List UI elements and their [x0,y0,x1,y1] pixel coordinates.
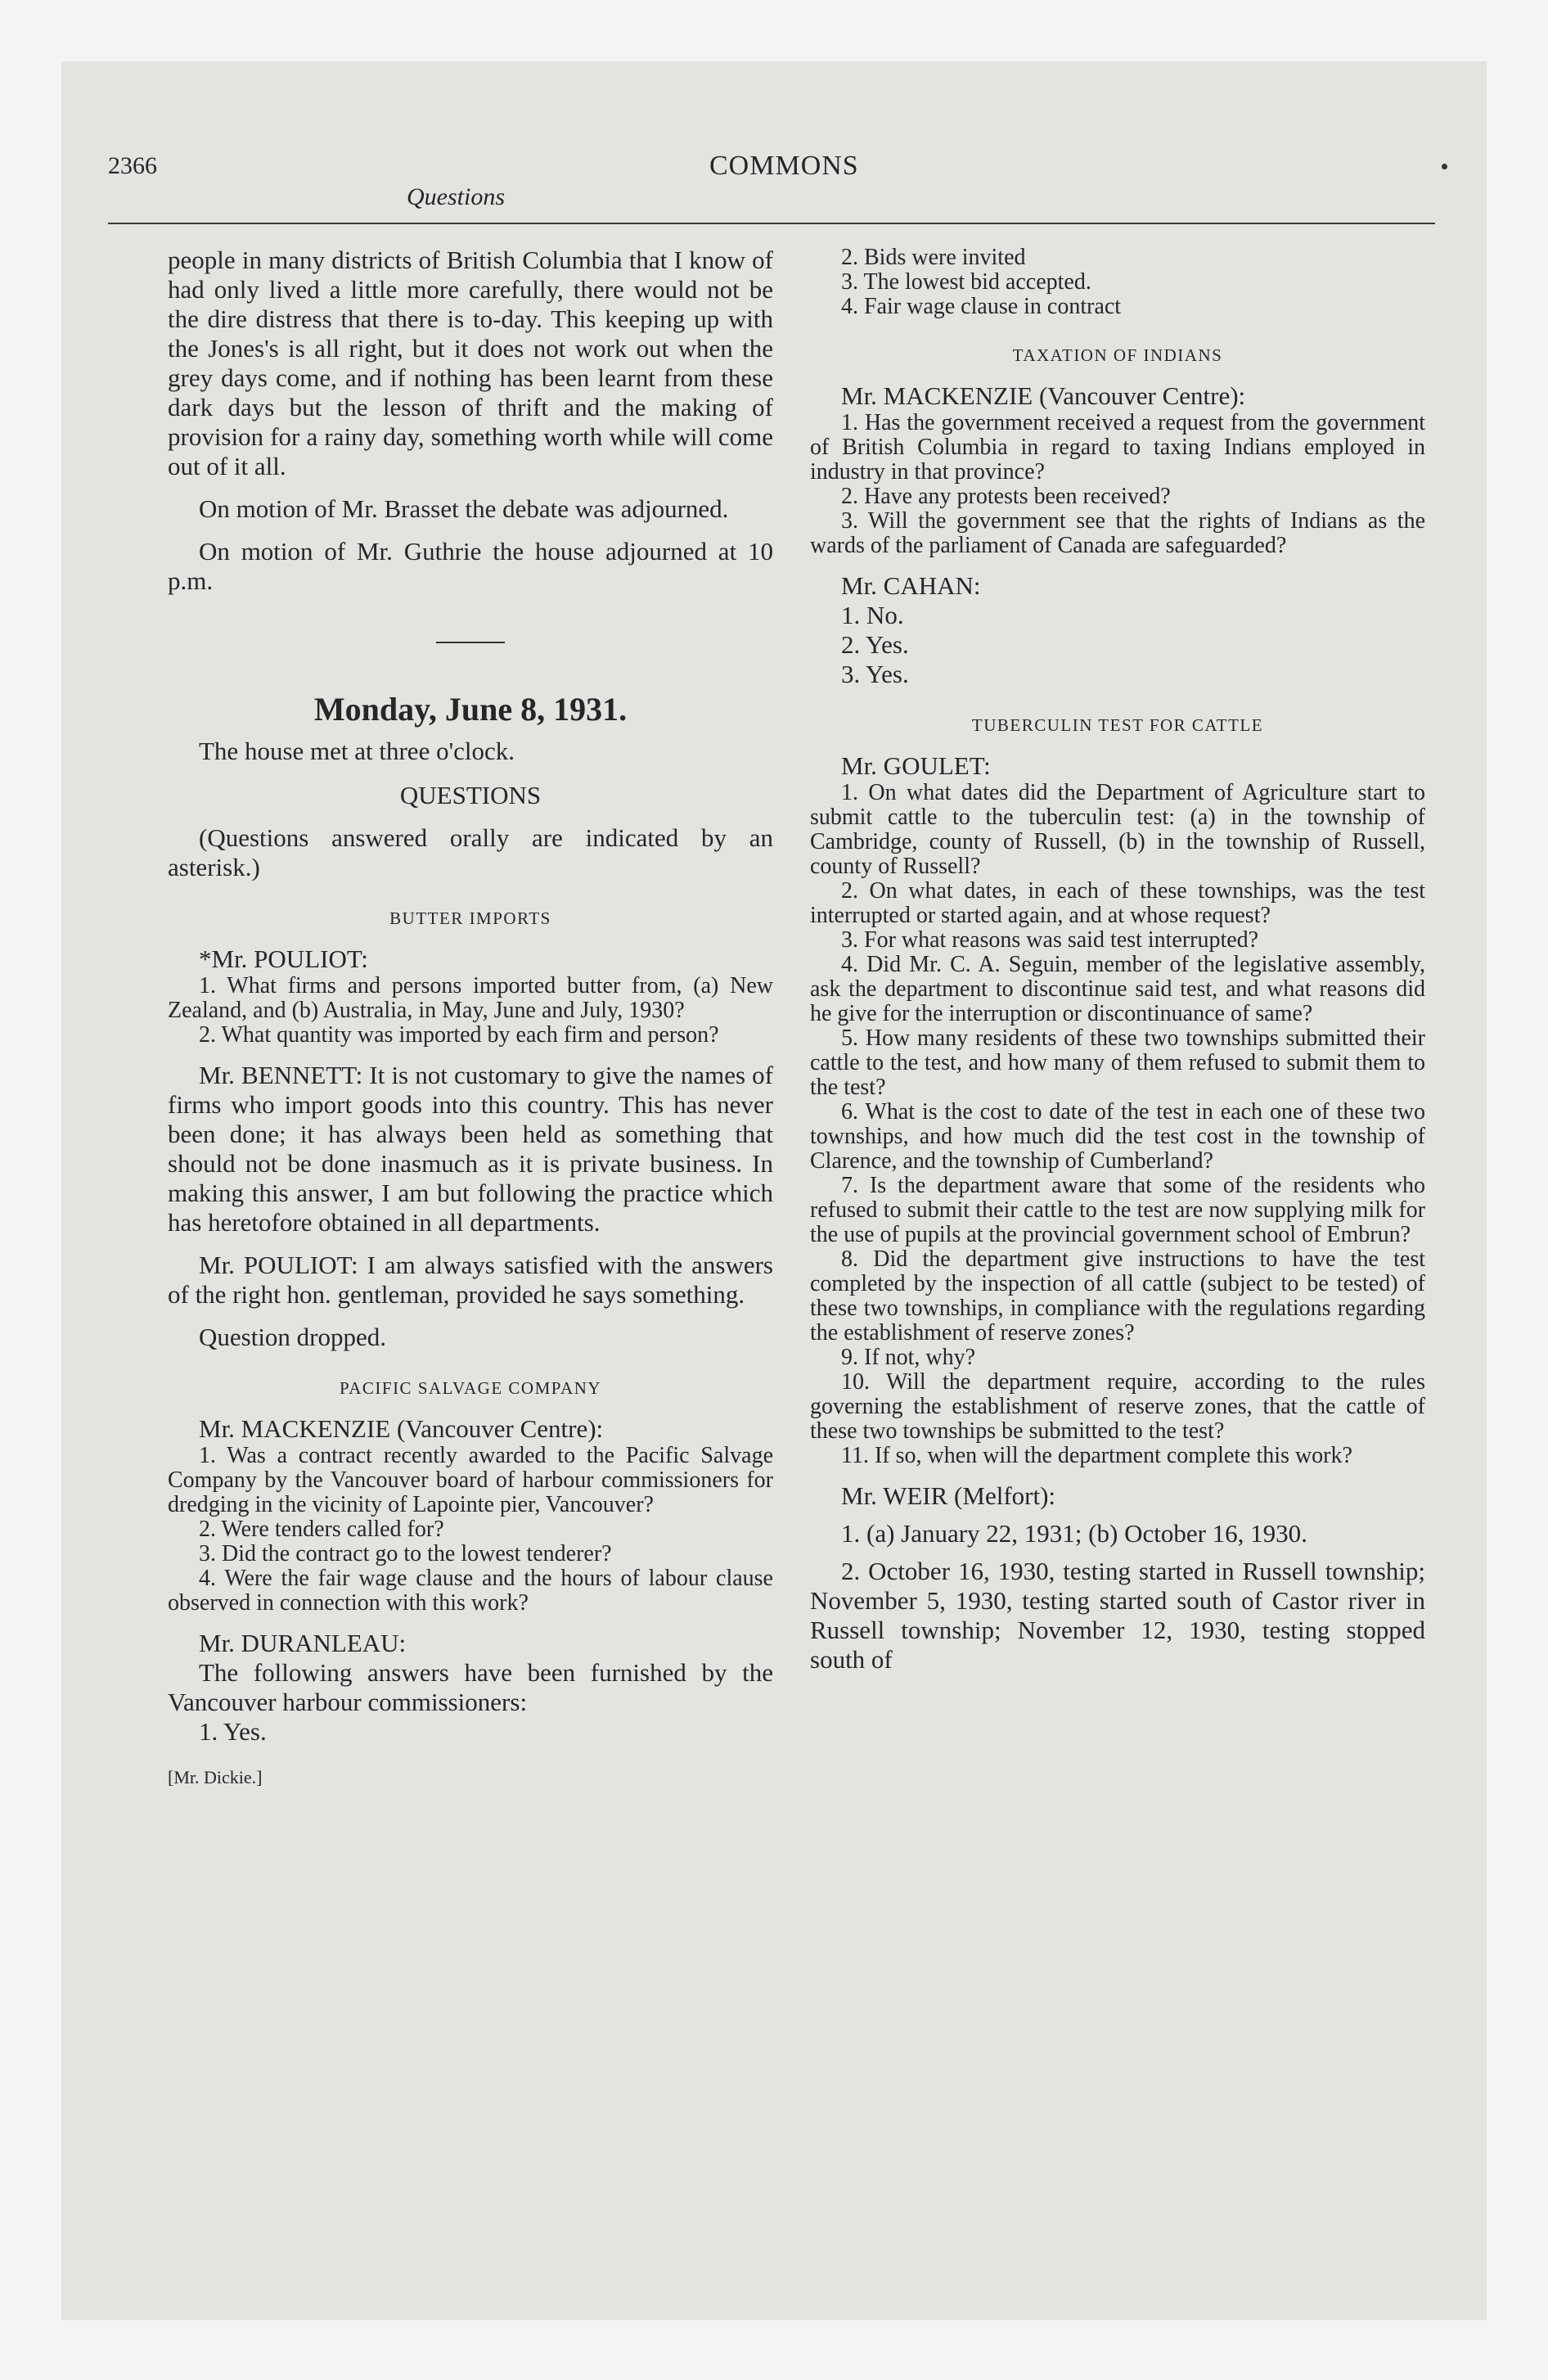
pacific-a2: 2. Bids were invited [841,245,1026,270]
bennett-answer: Mr. BENNETT: It is not customary to give the names of firms who import goods into this country. This has never been done; it has always been held as something that should not be done inasmuch as it is private business. In making this answer, I am but following the practice which has heretofore obtained in all departments. [168,1061,773,1237]
indians-asker: Mr. MACKENZIE (Vancouver Centre): [841,381,1246,410]
pacific-salvage-heading: PACIFIC SALVAGE COMPANY [339,1378,602,1398]
section-title: Questions [407,183,505,210]
tb-question: 1. On what dates did the Department of Agriculture start to submit cattle to the tuberculin test: (a) in the township of Cambridge, county of Russell, (b) in the township of Russell, county of Russell? [810,780,1425,879]
date-heading: Monday, June 8, 1931. [313,691,628,728]
page-header [108,146,1435,224]
tb-asker: Mr. GOULET: [841,751,991,780]
tb-questions [810,781,1425,1468]
tb-question: 11. If so, when will the department complete this work? [841,1443,1352,1468]
indians-questions [810,411,1425,558]
header-rule [108,223,1435,224]
tb-a2: 2. October 16, 1930, testing started in Russell township; November 5, 1930, testing started south of Castor river in Russell township; November 12, 1930, testing stopped south of [810,1557,1425,1674]
tb-question: 10. Will the department require, according to the rules governing the establishment of reserve zones, that the cattle of these two townships be submitted to the test? [810,1369,1425,1444]
pacific-a3: 3. The lowest bid accepted. [841,269,1091,295]
indians-a1: 1. No. [841,601,904,629]
tb-question: 8. Did the department give instructions to have the test completed by the inspection of all cattle (subject to be tested) of these two townships, in compliance with the regulations regarding the establishment of reserve zones? [810,1246,1425,1346]
indians-a3: 3. Yes. [841,660,909,688]
opening-paragraph: people in many districts of British Columbia that I know of had only lived a little more carefully, there would not be the dire distress that there is to-day. This keeping up with the Jones's is all right, but it does not work out when the grey days come, and if nothing has been learnt from these dark days but the lesson of thrift and the making of provision for a rainy day, something worth while will come out of it all. [168,246,773,480]
house-met: The house met at three o'clock. [199,737,515,765]
running-title: COMMONS [709,151,859,181]
butter-q1: 1. What firms and persons imported butter from, (a) New Zealand, and (b) Australia, in May, June and July, 1930? [168,973,773,1023]
indians-a2: 2. Yes. [841,630,909,659]
indians-q3: 3. Will the government see that the rights of Indians as the wards of the parliament of Canada are safeguarded? [810,508,1425,558]
pacific-questions [168,1444,773,1616]
butter-imports-heading: BUTTER IMPORTS [389,908,551,928]
tb-question: 3. For what reasons was said test interrupted? [841,927,1259,953]
pacific-answers-continued [810,246,1425,319]
tb-answerer: Mr. WEIR (Melfort): [841,1481,1056,1510]
margin-dot [1442,164,1447,169]
section-separator [436,642,505,643]
pacific-a1: 1. Yes. [199,1717,267,1746]
motion-adjourn-debate: On motion of Mr. Brasset the debate was adjourned. [199,494,729,523]
butter-asker: *Mr. POULIOT: [199,944,368,973]
butter-q2: 2. What quantity was imported by each firm and person? [199,1022,719,1048]
pacific-q3: 3. Did the contract go to the lowest tenderer? [199,1541,612,1566]
tuberculin-heading: TUBERCULIN TEST FOR CATTLE [971,715,1264,735]
pacific-q4: 4. Were the fair wage clause and the hours of labour clause observed in connection with this work? [168,1566,773,1616]
right-column [810,246,1425,1675]
tb-question: 4. Did Mr. C. A. Seguin, member of the legislative assembly, ask the department to discontinue said test, and what reasons did he give for the interruption or discontinuance of same? [810,952,1425,1026]
page-number: 2366 [108,152,157,179]
left-column [168,246,773,1792]
indians-answerer: Mr. CAHAN: [841,571,981,600]
indians-q2: 2. Have any protests been received? [841,484,1171,509]
pacific-answer-intro: The following answers have been furnished by the Vancouver harbour commissioners: [168,1658,773,1716]
indians-q1: 1. Has the government received a request from the government of British Columbia in regard to taxing Indians employed in industry in that province? [810,410,1425,485]
tb-question: 2. On what dates, in each of these townships, was the test interrupted or started again, and at whose request? [810,878,1425,928]
motion-adjourn-house: On motion of Mr. Guthrie the house adjourned at 10 p.m. [168,537,773,595]
pacific-asker: Mr. MACKENZIE (Vancouver Centre): [199,1414,604,1443]
taxation-indians-heading: TAXATION OF INDIANS [1012,345,1223,365]
questions-note: (Questions answered orally are indicated by an asterisk.) [168,823,773,881]
tb-question: 7. Is the department aware that some of the residents who refused to submit their cattle to the test are now supplying milk for the use of pupils at the provincial government school of Embrun? [810,1173,1425,1247]
butter-questions [168,974,773,1048]
pacific-q1: 1. Was a contract recently awarded to the Pacific Salvage Company by the Vancouver board of harbour commissioners for dredging in the vicinity of Lapointe pier, Vancouver? [168,1443,773,1517]
pacific-a4: 4. Fair wage clause in contract [841,294,1122,319]
tb-question: 5. How many residents of these two townships submitted their cattle to the test, and how many of them refused to submit them to the test? [810,1025,1425,1100]
pacific-answerer: Mr. DURANLEAU: [199,1629,407,1657]
tb-question: 9. If not, why? [841,1345,976,1370]
question-dropped: Question dropped. [199,1323,387,1351]
speaker-footer-ref: [Mr. Dickie.] [168,1767,263,1787]
tb-question: 6. What is the cost to date of the test in each one of these two townships, and how much did the test cost in the township of Clarence, and the township of Cumberland? [810,1099,1425,1174]
pacific-q2: 2. Were tenders called for? [199,1517,444,1542]
questions-heading: QUESTIONS [399,781,542,809]
pouliot-reply: Mr. POULIOT: I am always satisfied with the answers of the right hon. gentleman, provided he says something. [168,1251,773,1309]
tb-a1: 1. (a) January 22, 1931; (b) October 16, 1930. [841,1519,1307,1548]
